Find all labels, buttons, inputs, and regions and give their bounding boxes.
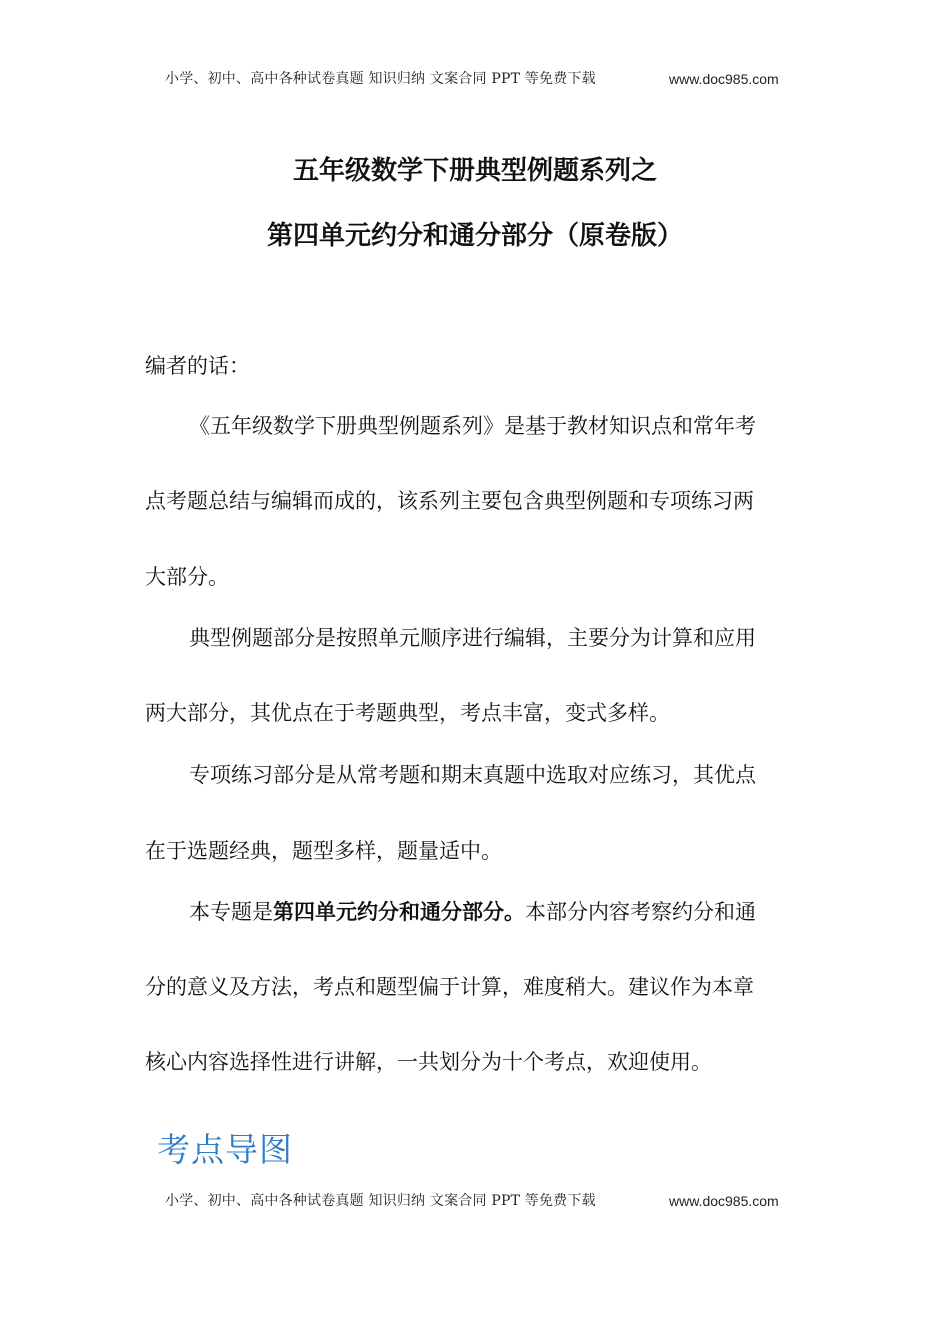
document-title-line-1: 五年级数学下册典型例题系列之 — [292, 156, 657, 186]
topic-paragraph-line — [189, 897, 839, 927]
topic-bold-text: 第四单元约分和通分部分。 — [273, 900, 525, 924]
document-title-line-2: 第四单元约分和通分部分（原卷版） — [266, 221, 683, 251]
paragraph-line: 在于选题经典，题型多样，题量适中。 — [145, 839, 502, 863]
paragraph-line: 分的意义及方法，考点和题型偏于计算，难度稍大。建议作为本章 — [145, 975, 754, 999]
topic-prefix: 本专题是 — [189, 900, 273, 924]
footer-website-link[interactable]: www.doc985.com — [669, 1193, 779, 1209]
topic-suffix: 本部分内容考察约分和通 — [525, 900, 756, 924]
footer-promo-text: 小学、初中、高中各种试卷真题 知识归纳 文案合同 PPT 等免费下载 — [165, 1193, 596, 1209]
page-header — [0, 69, 950, 89]
editor-note-label: 编者的话： — [145, 354, 250, 378]
paragraph-line: 专项练习部分是从常考题和期末真题中选取对应练习，其优点 — [189, 763, 756, 787]
page-footer — [0, 1191, 950, 1211]
header-website-link[interactable]: www.doc985.com — [669, 71, 779, 87]
paragraph-line: 核心内容选择性进行讲解，一共划分为十个考点，欢迎使用。 — [145, 1050, 712, 1074]
paragraph-line: 点考题总结与编辑而成的，该系列主要包含典型例题和专项练习两 — [145, 489, 754, 513]
paragraph-line: 两大部分，其优点在于考题典型，考点丰富，变式多样。 — [145, 701, 670, 725]
section-heading-mindmap: 考点导图 — [157, 1130, 293, 1169]
header-promo-text: 小学、初中、高中各种试卷真题 知识归纳 文案合同 PPT 等免费下载 — [165, 71, 596, 87]
paragraph-line: 大部分。 — [145, 565, 229, 589]
paragraph-line: 《五年级数学下册典型例题系列》是基于教材知识点和常年考 — [189, 414, 756, 438]
paragraph-line: 典型例题部分是按照单元顺序进行编辑，主要分为计算和应用 — [189, 626, 756, 650]
